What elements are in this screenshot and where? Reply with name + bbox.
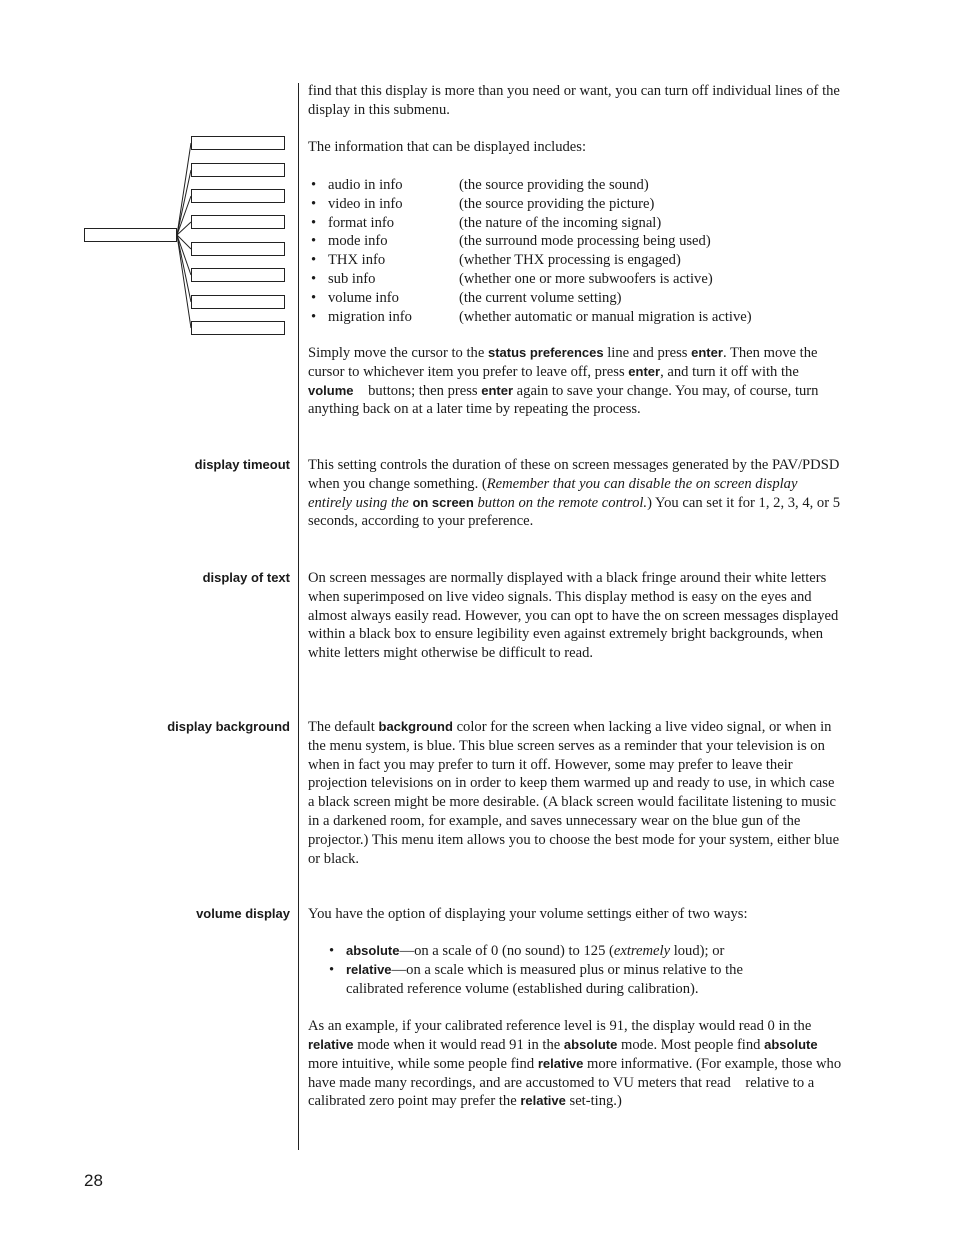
list-item: • volume info (the current volume setting) <box>328 289 843 308</box>
display-of-text-body: On screen messages are normally displayed with a black fringe around their white letters when superimposed on live video signals. This display method is easy on the eyes and almost always easily read. However, you can opt to have the on screen messages displayed within a black box to ensure legibility even against extremely bright backgrounds, when white letters might otherwise be difficult to read. <box>308 570 839 662</box>
display-background-section <box>308 718 843 868</box>
page-number: 28 <box>84 1171 103 1190</box>
list-item: • migration info (whether automatic or manual migration is active) <box>328 308 843 327</box>
display-of-text-section <box>308 569 843 663</box>
menu-child-box <box>192 137 285 150</box>
intro-lead: The information that can be displayed includes: <box>308 139 587 156</box>
display-timeout-heading: display timeout <box>194 457 290 472</box>
menu-tree-diagram <box>0 0 300 345</box>
list-item: • audio in info (the source providing the sound) <box>328 176 843 195</box>
display-timeout-text: This setting controls the duration of these on screen messages generated by the PAV/PDSD when you change something. (Remember that you can disable the on screen display entirely using the on screen button on the remote control.) You can set it for 1, 2, 3, 4, or 5 seconds, according to your preference. <box>308 457 841 530</box>
display-of-text-heading: display of text <box>202 570 290 585</box>
volume-display-section <box>308 905 843 1111</box>
info-list-section <box>308 176 843 326</box>
list-item: • THX info (whether THX processing is engaged) <box>328 251 843 270</box>
volume-mode-list <box>308 942 843 998</box>
status-preferences-section <box>308 344 843 419</box>
intro-section <box>308 82 843 157</box>
display-timeout-section <box>308 456 843 531</box>
menu-child-box <box>192 269 285 282</box>
info-list <box>308 176 843 326</box>
menu-child-box <box>192 322 285 335</box>
list-item: • relative—on a scale which is measured plus or minus relative to the calibrated reference volume (established during calibration). <box>346 961 843 999</box>
menu-child-box <box>192 190 285 203</box>
volume-display-lead: You have the option of displaying your volume settings either of two ways: <box>308 906 748 922</box>
display-background-text: The default background color for the screen when lacking a live video signal, or when in the menu system, is blue. This blue screen serves as a reminder that your television is on when in fact you may prefer to turn it off. However, some may prefer to leave their projection televisions on in order to keep them warmed up and ready to use, in which case a black screen might be more desirable. (A black screen would facilitate listening to music in a darkened room, for example, and saves unnecessary wear on the blue gun of the projector.) This menu item allows you to choose the best mode for your system, either blue or black. <box>308 719 840 867</box>
list-item: • absolute—on a scale of 0 (no sound) to 125 (extremely loud); or <box>346 942 843 961</box>
vertical-rule <box>298 83 299 1150</box>
list-item: • sub info (whether one or more subwoofers is active) <box>328 270 843 289</box>
menu-child-box <box>192 296 285 309</box>
volume-display-heading: volume display <box>196 906 290 921</box>
intro-continuation: find that this display is more than you need or want, you can turn off individual lines of the display in this submenu. <box>308 83 840 118</box>
list-item: • format info (the nature of the incoming signal) <box>328 214 843 233</box>
menu-tree-connectors <box>177 143 191 328</box>
menu-child-box <box>192 243 285 256</box>
menu-child-box <box>192 216 285 229</box>
menu-child-box <box>192 164 285 177</box>
status-paragraph: Simply move the cursor to the status preferences line and press enter. Then move the cursor to whichever item you prefer to leave off, press enter, and turn it off with the volume buttons; then press enter again to save your change. You may, of course, turn anything back on at a later time by repeating the process. <box>308 345 819 418</box>
volume-example-paragraph: As an example, if your calibrated reference level is 91, the display would read 0 in the relative mode when it would read 91 in the absolute mode. Most people find absolute more intuitive, while some people find relative more informative. (For example, those who have made many recordings, and are accustomed to VU meters that read relative to a calibrated zero point may prefer the relative set-ting.) <box>308 1018 845 1110</box>
menu-parent-box <box>85 229 177 242</box>
list-item: • mode info (the surround mode processing being used) <box>328 232 843 251</box>
list-item: • video in info (the source providing the picture) <box>328 195 843 214</box>
display-background-heading: display background <box>167 719 290 734</box>
